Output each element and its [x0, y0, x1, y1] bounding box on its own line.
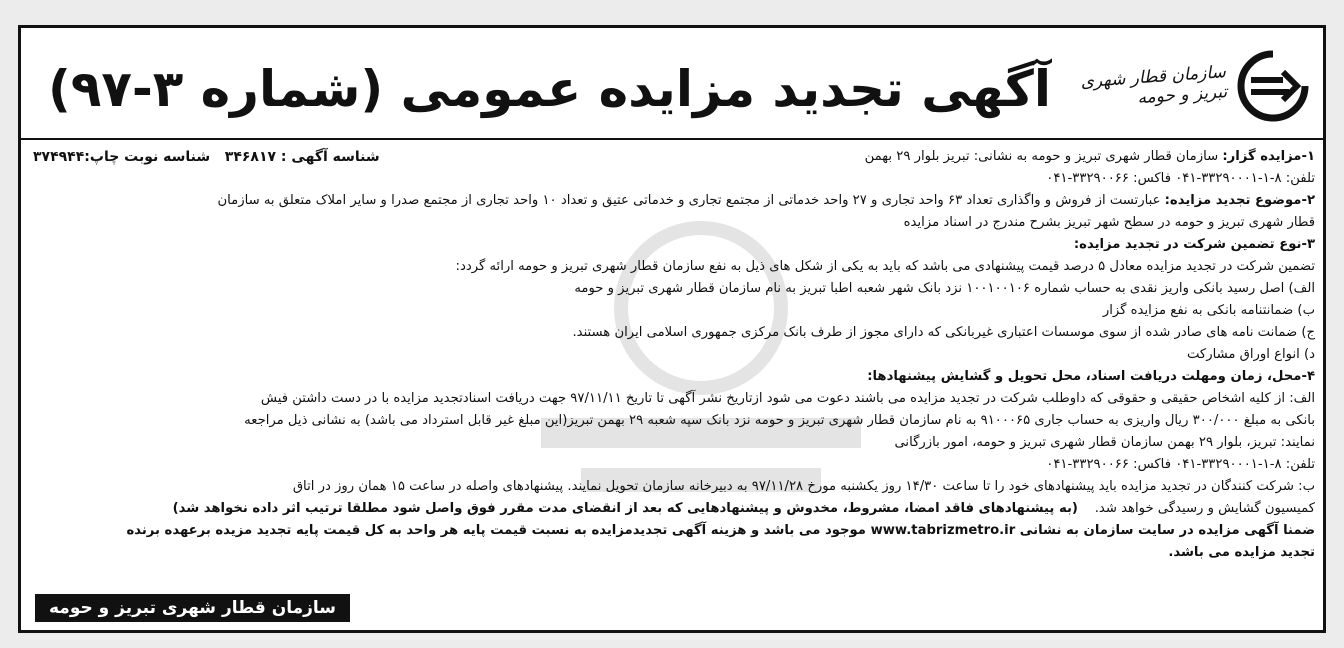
section-3-title: ۳-نوع تضمین شرکت در تجدید مزایده:	[1073, 237, 1315, 252]
section-4-a-line1: الف: از کلیه اشخاص حقیقی و حقوقی که داوطلب شرکت در تجدید مزایده می باشند دعوت می شود ازتاریخ نشر آگهی تا تاریخ ۹۷/۱۱/۱۱ جهت دریافت اسنادتجدید مزایده با در دست داشتن فیش	[260, 391, 1315, 406]
print-id: شناسه نوبت چاپ:۳۷۴۹۴۴	[33, 149, 211, 165]
ad-id: شناسه آگهی : ۳۴۶۸۱۷	[224, 149, 380, 165]
section-2-line	[33, 190, 1315, 212]
section-2-text-cont: قطار شهری تبریز و حومه در سطح شهر تبریز بشرح مندرج در اسناد مزایده	[903, 215, 1315, 230]
section-1-line	[865, 146, 1315, 168]
section-3-item-a: الف) اصل رسید بانکی واریز نقدی به حساب شماره ۱۰۰۱۰۰۱۰۶ نزد بانک شهر شعبه اطبا تبریز به نام سازمان قطار شهری تبریز و حومه	[574, 281, 1315, 296]
section-2-title: ۲-موضوع تجدید مزایده:	[1164, 193, 1315, 208]
final-note-line2: تجدید مزایده می باشد.	[1168, 545, 1315, 560]
section-4-a-line3: نمایند: تبریز، بلوار ۲۹ بهمن سازمان قطار شهری تبریز و حومه، امور بازرگانی	[894, 435, 1315, 450]
notice-header	[21, 28, 1323, 140]
footer-org-name: سازمان قطار شهری تبریز و حومه	[35, 594, 350, 622]
notice-title: آگهی تجدید مزایده عمومی (شماره ۳-۹۷)	[48, 60, 1051, 118]
org-signature-logotype: سازمان قطار شهری تبریز و حومه	[1079, 62, 1228, 109]
section-1-title: ۱-مزایده گزار:	[1222, 149, 1315, 164]
notice-body	[33, 146, 1315, 564]
section-1-contact: تلفن: ۸-۱-۳۳۲۹۰۰۰۱-۰۴۱ فاکس: ۳۳۲۹۰۰۶۶-۰۴۱	[1046, 171, 1315, 186]
notice-frame	[18, 25, 1326, 633]
metro-logo-icon	[1237, 50, 1309, 122]
section-4-a-line2: بانکی به مبلغ ۳۰۰/۰۰۰ ریال واریزی به حساب جاری ۹۱۰۰۰۶۵ به نام سازمان قطار شهری تبریز و حومه نزد بانک سپه شعبه ۲۹ بهمن تبریز(این مبلغ غیر قابل استرداد می باشد) به نشانی ذیل مراجعه	[244, 413, 1315, 428]
section-1-text: سازمان قطار شهری تبریز و حومه به نشانی: تبریز بلوار ۲۹ بهمن	[864, 149, 1219, 164]
section-2-text: عبارتست از فروش و واگذاری تعداد ۶۳ واحد تجاری و ۲۷ واحد خدماتی از مجتمع تجاری و خدماتی عتیق و تعداد ۱۰ واحد تجاری از مجتمع صدرا و سایر املاک متعلق به سازمان	[217, 193, 1161, 208]
section-3-item-d: د) انواع اوراق مشارکت	[1186, 347, 1315, 362]
notice-ids	[33, 146, 380, 168]
section-4-title: ۴-محل، زمان ومهلت دریافت اسناد، محل تحویل و گشایش پیشنهادها:	[867, 369, 1315, 384]
section-4-contact: تلفن: ۸-۱-۳۳۲۹۰۰۰۱-۰۴۱ فاکس: ۳۳۲۹۰۰۶۶-۰۴۱	[1046, 457, 1315, 472]
section-4-b-line1: ب: شرکت کنندگان در تجدید مزایده باید پیشنهادهای خود را تا ساعت ۱۴/۳۰ روز یکشنبه مورخ ۹۷/۱۱/۲۸ به دبیرخانه سازمان تحویل نمایند. پیشنهادهای واصله در ساعت ۱۵ همان روز در اتاق	[292, 479, 1315, 494]
final-note-line1: ضمنا آگهی مزایده در سایت سازمان به نشانی www.tabrizmetro.ir موجود می باشد و هزینه آگهی تجدیدمزایده به نسبت قیمت پایه هر واحد به کل قیمت پایه تجدید مزیده برعهده برنده	[126, 523, 1315, 538]
section-3-item-c: ج) ضمانت نامه های صادر شده از سوی موسسات اعتباری غیربانکی که دارای مجوز از طرف بانک مرکزی جمهوری اسلامی ایران هستند.	[572, 325, 1315, 340]
section-3-text: تضمین شرکت در تجدید مزایده معادل ۵ درصد قیمت پیشنهادی می باشد که باید به یکی از شکل های ذیل به نفع سازمان قطار شهری تبریز و حومه ارائه گردد:	[455, 259, 1315, 274]
section-4-b-line2	[33, 498, 1315, 520]
section-4-b-note: (به پیشنهادهای فاقد امضا، مشروط، مخدوش و پیشنهادهایی که بعد از انقضای مدت مقرر فوق واصل شود مطلقا ترتیب اثر داده نخواهد شد)	[172, 501, 1078, 516]
section-3-item-b: ب) ضمانتنامه بانکی به نفع مزایده گزار	[1102, 303, 1315, 318]
section-4-b-text: کمیسیون گشایش و رسیدگی خواهد شد.	[1094, 501, 1315, 516]
